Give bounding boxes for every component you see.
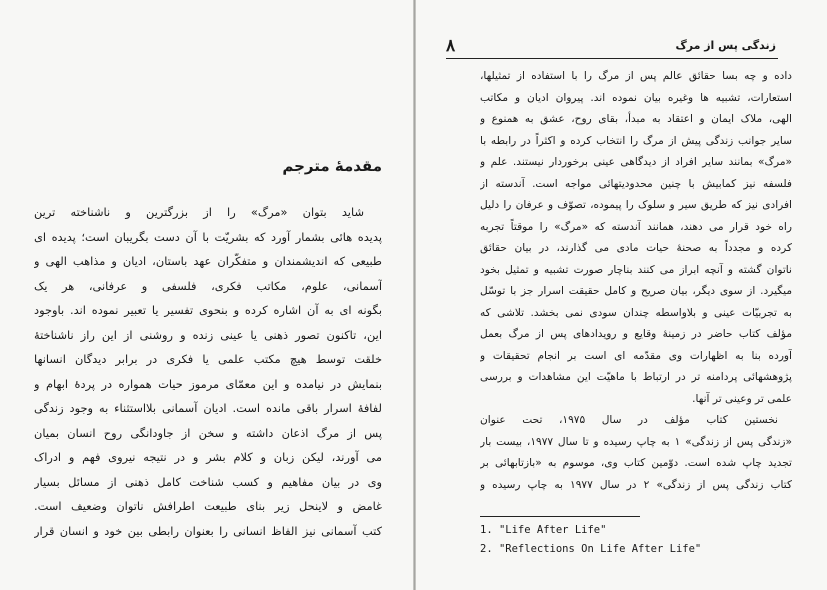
running-head xyxy=(446,36,778,59)
text-line: به تجربیّات عینی و بلاواسطه چندان سودی نمی بخشد. تلاشی که xyxy=(480,306,792,319)
text-line: بنمایش در نیامده و این معمّای مرموز حیات همواره در پردهٔ ابهام و xyxy=(34,376,382,391)
text-line: افرادی نیز که طریق سیر و سلوک را پیموده، تصوّف و عرفان را دلیل xyxy=(480,199,792,211)
text-line: کتاب زندگی پس از زندگی» ۲ در سال ۱۹۷۷ به چاپ رسیده و xyxy=(480,478,792,491)
text-line: آسمانی، علوم، مکاتب فکری، فلسفی و عرفانی، هر یک xyxy=(34,278,382,293)
text-line: سایر جوانب زندگی پیش از مرگ را انتخاب کرده و اکثراً در رابطه با xyxy=(480,134,792,147)
footnote-divider xyxy=(480,516,640,517)
text-line: داده و چه بسا حقائق عالم پس از مرگ را با استفاده از تمثیلها، xyxy=(480,70,792,82)
text-line: ناتوان گشته و آنچه ابراز می کنند بناچار صورت تشبیه و تمثیل بخود xyxy=(480,263,792,276)
text-line: نخستین کتاب مؤلف در سال ۱۹۷۵، تحت عنوان xyxy=(480,414,778,426)
text-line: وی در بیان مفاهیم و کسب شناخت کامل ذهنی از مسائل بسیار xyxy=(34,474,382,489)
text-line: پدیده هائی بشمار آورد که بشریّت با آن دست بگریبان است؛ پدیده ای xyxy=(34,229,382,244)
book-gutter xyxy=(413,0,416,590)
footnotes xyxy=(480,521,780,559)
page-number: ۸ xyxy=(446,36,456,56)
text-line: علمی تر وعینی تر آنها. xyxy=(692,392,792,405)
text-line: می آورند، لیکن زبان و کلام بشر و در نتیجه نیروی فهم و ادراک xyxy=(34,450,382,464)
text-line: «زندگی پس از زندگی» ۱ به چاپ رسیده و تا سال ۱۹۷۷، بیست بار xyxy=(480,435,792,448)
footnote-1: 1. "Life After Life" xyxy=(480,524,607,536)
text-line: شاید بتوان «مرگ» را از بزرگترین و ناشناخته ترین xyxy=(34,205,364,219)
text-line: راه خود قرار می دهند، همانند آندسته که «مرگ» را موقتاً تجربه xyxy=(480,220,792,233)
footnote-2: 2. "Reflections On Life After Life" xyxy=(480,543,702,555)
text-line: پس از مرگ اذعان داشته و سخن از جاودانگی روح انسان بمیان xyxy=(34,425,382,440)
text-line: این، تاکنون تصور ذهنی یا عینی زنده و روشنی از این راز ناشناختهٔ xyxy=(34,327,382,342)
text-line: لفافهٔ اسرار باقی مانده است. ادیان آسمانی بلااستثناء به وجود زندگی xyxy=(34,401,382,415)
text-line: میگیرد. از سوی دیگر، بیان صریح و کامل حقیقت اسرار جز با توسّل xyxy=(480,285,792,297)
text-line: طبیعی که اندیشمندان و متفکّران عهد باستان، ادیان و مذاهب الهی و xyxy=(34,254,382,268)
text-line: پژوهشهائی پردامنه تر در ارتباط با ماهیّت این مشاهدات و بررسی xyxy=(480,371,792,383)
text-line: فلسفه نیز کمابیش با چنین محدودیتهائی مواجه است. آندسته از xyxy=(480,177,792,190)
text-line: کتب آسمانی نیز الفاظ انسانی را بعنوان رابطی بین خود و انسان قرار xyxy=(34,523,382,538)
text-line: مؤلف کتاب حاضر در زمینهٔ وقایع و رویدادهای پس از مرگ بعمل xyxy=(480,328,792,340)
text-line: آورده بنا به اظهارات وی مقدّمه ای است بر انجام تحقیقات و xyxy=(480,349,792,362)
text-line: بگونه ای به آن اشاره کرده و بنحوی تفسیر یا تعبیر نموده اند. باوجود xyxy=(34,303,382,317)
left-page-body xyxy=(480,66,792,496)
chapter-title: مقدمهٔ مترجم xyxy=(282,157,382,175)
text-line: خلقت توسط هیچ مکتب علمی یا فکری در برابر دیدگان انسانها xyxy=(34,352,382,366)
text-line: تجدید چاپ شده است. دوّمین کتاب وی، موسوم به «بازتابهائی بر xyxy=(480,457,792,469)
text-line: کرده و مجدداً به صحنهٔ حیات مادی می گذارند، در بیان حقائق xyxy=(480,242,792,254)
right-page-body xyxy=(34,200,382,543)
text-line: «مرگ» بمانند سایر افراد از دیدگاهی عینی برخوردار نیستند. علم و xyxy=(480,156,792,168)
text-line: استعارات، تشبیه ها وغیره بیان نموده اند. پیروان ادیان و مکاتب xyxy=(480,91,792,104)
text-line: غامض و لاینحل زیر بنای طبیعت اطرافش ناتوان وضعیف است. xyxy=(34,499,382,513)
text-line: الهی، ملاک ایمان و اعتقاد به مبدأ، بقای روح، عشق به همنوع و xyxy=(480,113,792,125)
running-title: زندگی پس از مرگ xyxy=(675,39,776,52)
